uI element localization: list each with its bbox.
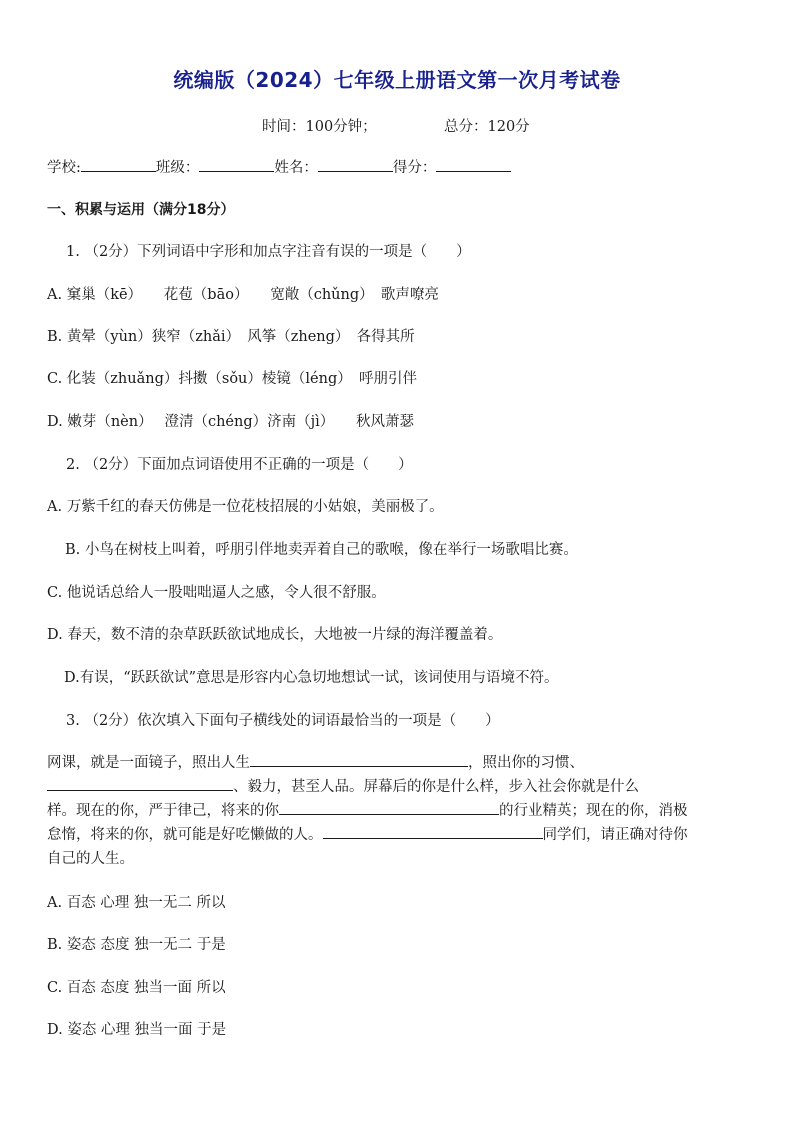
q1-option-a: A. 窠巢（kē） 花苞（bāo） 宽敞（chǔng） 歌声嘹亮	[47, 287, 439, 303]
q2-answer-note: D.有误，“跃跃欲试”意思是形容内心急切地想试一试，该词使用与语境不符。	[64, 670, 559, 686]
q1-option-b: B. 黄晕（yùn）狭窄（zhǎi） 风筝（zheng） 各得其所	[47, 329, 415, 345]
school-blank[interactable]	[81, 157, 156, 172]
name-blank[interactable]	[318, 157, 393, 172]
passage-line: 自己的人生。	[47, 851, 134, 867]
q1-option-c: C. 化装（zhuǎng）抖擞（sǒu）棱镜（léng） 呼朋引伴	[47, 371, 417, 387]
school-label: 学校:	[47, 160, 81, 176]
passage-line: 、毅力，甚至人品。屏幕后的你是什么样，步入社会你就是什么	[47, 775, 747, 799]
passage-line: 网课，就是一面镜子，照出人生 ，照出你的习惯、	[47, 751, 747, 775]
exam-time: 时间：100分钟；	[262, 119, 377, 135]
passage-blank-2[interactable]	[47, 776, 233, 791]
student-info-row	[47, 157, 511, 178]
q3-option-c: C. 百态 态度 独当一面 所以	[47, 980, 226, 996]
question-1-stem: 1. （2分）下列词语中字形和加点字注音有误的一项是（ ）	[66, 244, 471, 260]
q3-option-b: B. 姿态 态度 独一无二 于是	[47, 937, 226, 953]
q2-option-c: C. 他说话总给人一股咄咄逼人之感，令人很不舒服。	[47, 585, 386, 601]
q2-option-d: D. 春天，数不清的杂草跃跃欲试地成长，大地被一片绿的海洋覆盖着。	[47, 627, 503, 643]
section-heading: 一、积累与运用（满分18分）	[47, 202, 235, 218]
passage-blank-1[interactable]	[250, 752, 468, 767]
score-label: 得分：	[392, 160, 437, 176]
exam-title: 统编版（2024）七年级上册语文第一次月考试卷	[173, 68, 621, 92]
passage-blank-4[interactable]	[323, 824, 543, 839]
exam-total-score: 总分：120分	[444, 119, 530, 135]
q3-option-a: A. 百态 心理 独一无二 所以	[47, 895, 226, 911]
passage-blank-3[interactable]	[279, 800, 499, 815]
q2-option-b: B. 小鸟在树枝上叫着，呼朋引伴地卖弄着自己的歌喉，像在举行一场歌唱比赛。	[65, 542, 578, 558]
passage-line: 怠惰，将来的你，就可能是好吃懒做的人。 同学们，请正确对待你	[47, 823, 747, 847]
class-label: 班级：	[155, 160, 200, 176]
q3-passage	[47, 751, 747, 871]
score-blank[interactable]	[436, 157, 511, 172]
q3-option-d: D. 姿态 心理 独当一面 于是	[47, 1022, 227, 1038]
class-blank[interactable]	[199, 157, 274, 172]
q2-option-a: A. 万紫千红的春天仿佛是一位花枝招展的小姑娘，美丽极了。	[47, 499, 444, 515]
q1-option-d: D. 嫩芽（nèn） 澄清（chéng）济南（jì） 秋风萧瑟	[47, 414, 414, 430]
name-label: 姓名：	[274, 160, 318, 176]
passage-line: 样。现在的你，严于律己，将来的你 的行业精英；现在的你，消极	[47, 799, 747, 823]
question-3-stem: 3. （2分）依次填入下面句子横线处的词语最恰当的一项是（ ）	[66, 713, 500, 729]
question-2-stem: 2. （2分）下面加点词语使用不正确的一项是（ ）	[66, 457, 413, 473]
